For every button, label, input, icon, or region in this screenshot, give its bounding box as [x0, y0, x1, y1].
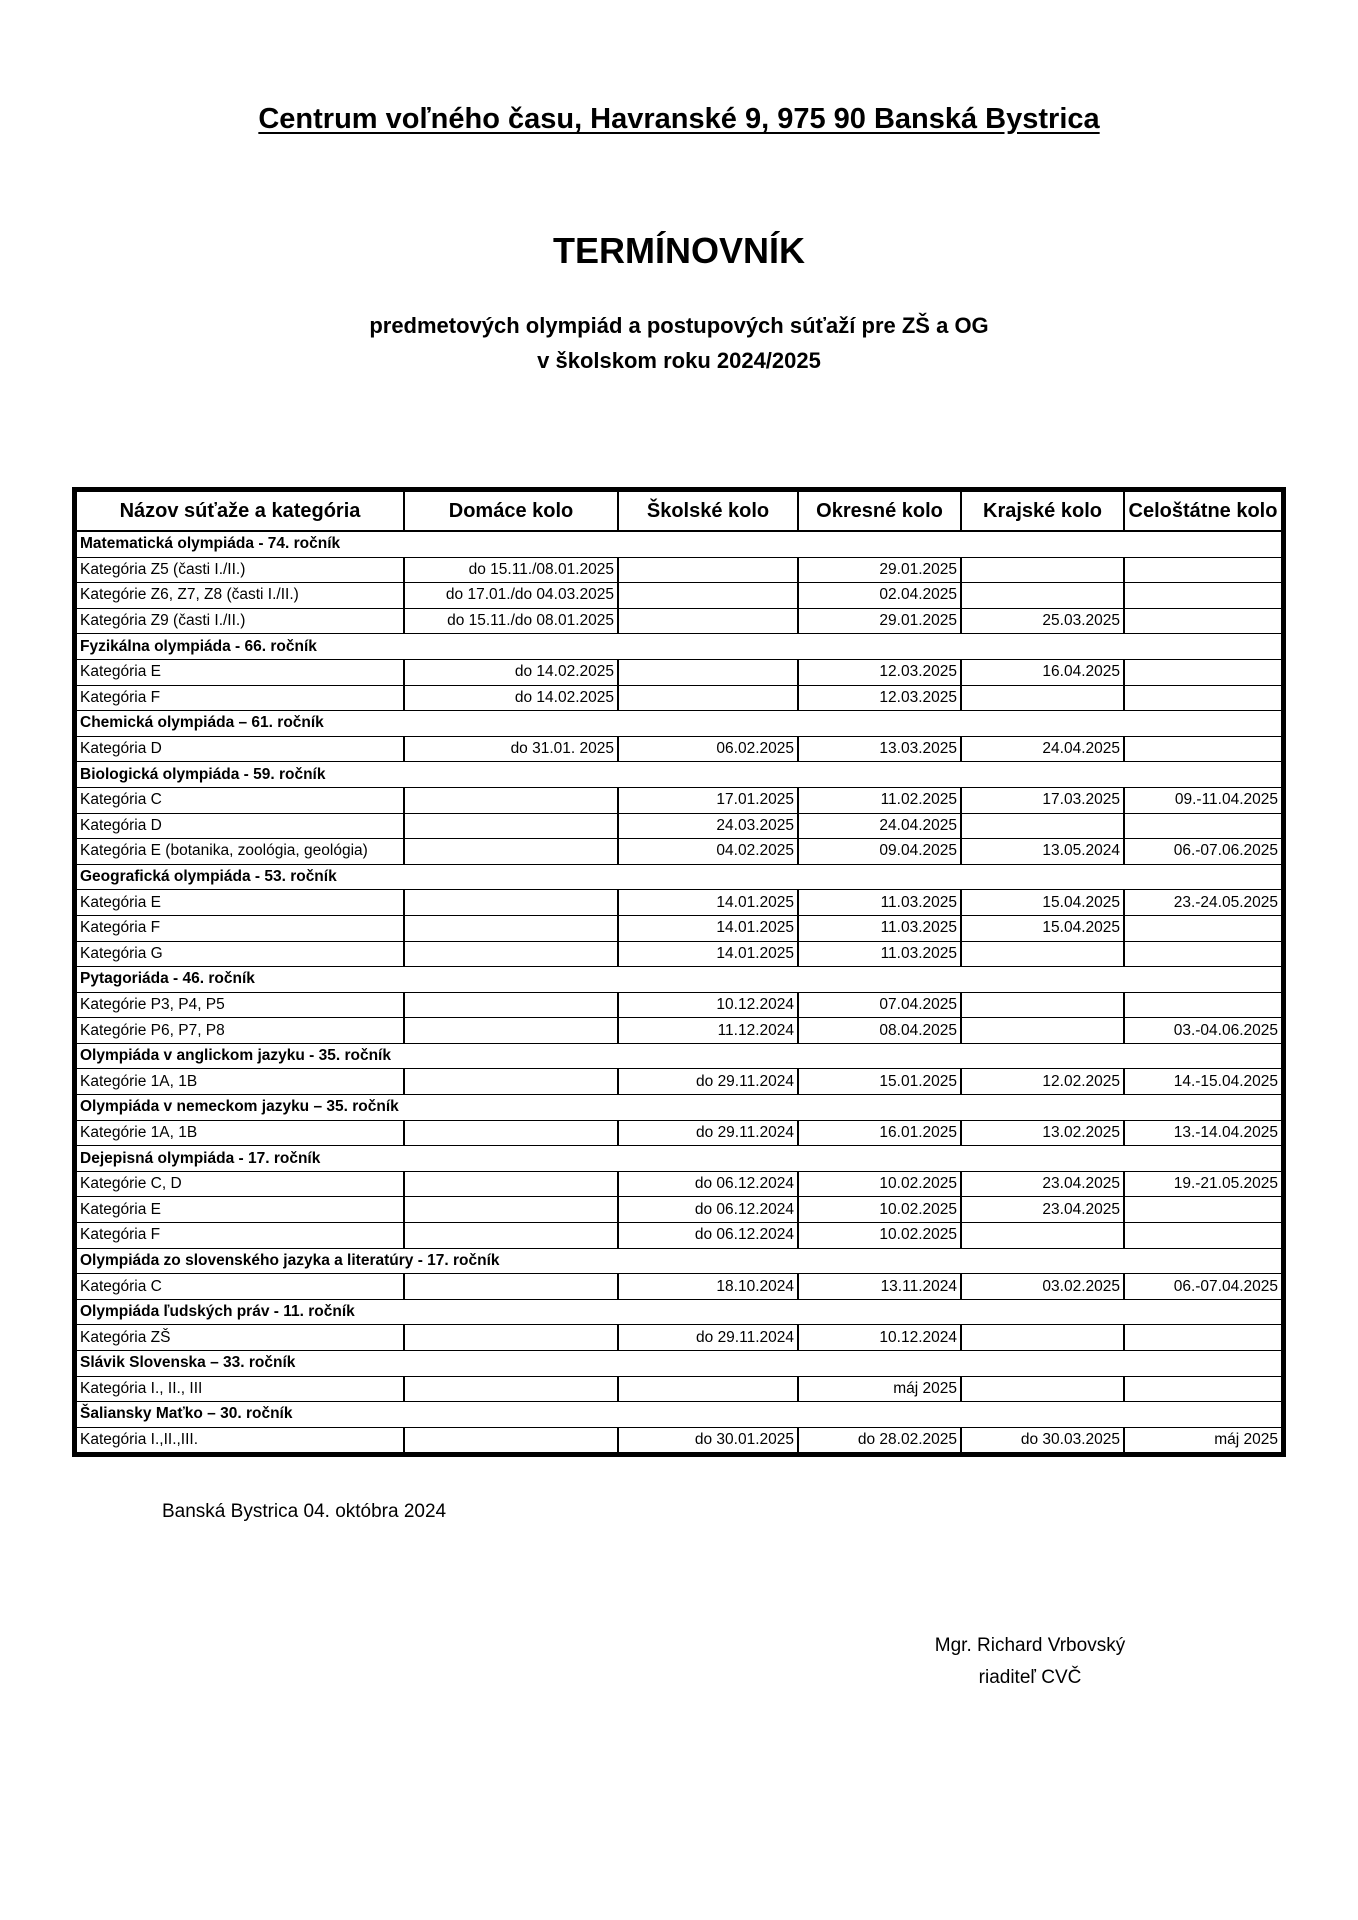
- date-cell: [961, 813, 1124, 839]
- section-title: Pytagoriáda - 46. ročník: [77, 967, 1281, 993]
- subtitle-line-2: v školskom roku 2024/2025: [537, 348, 821, 373]
- table-header-row: [77, 492, 1281, 531]
- date-cell: [404, 1069, 618, 1095]
- date-cell: 19.-21.05.2025: [1124, 1171, 1281, 1197]
- section-title: Fyzikálna olympiáda - 66. ročník: [77, 634, 1281, 660]
- date-cell: [1124, 1223, 1281, 1249]
- date-cell: 14.01.2025: [618, 941, 798, 967]
- section-row: [77, 967, 1281, 993]
- date-cell: [961, 557, 1124, 583]
- table-row: [77, 1120, 1281, 1146]
- category-cell: Kategórie C, D: [77, 1171, 404, 1197]
- date-cell: do 30.01.2025: [618, 1427, 798, 1452]
- category-cell: Kategórie P3, P4, P5: [77, 992, 404, 1018]
- date-cell: [1124, 583, 1281, 609]
- date-cell: [1124, 941, 1281, 967]
- date-cell: [961, 941, 1124, 967]
- date-cell: do 17.01./do 04.03.2025: [404, 583, 618, 609]
- category-cell: Kategórie 1A, 1B: [77, 1120, 404, 1146]
- date-cell: 10.12.2024: [798, 1325, 961, 1351]
- date-cell: [404, 1325, 618, 1351]
- date-cell: do 06.12.2024: [618, 1223, 798, 1249]
- date-cell: 06.-07.06.2025: [1124, 839, 1281, 865]
- category-cell: Kategória D: [77, 813, 404, 839]
- category-cell: Kategória F: [77, 1223, 404, 1249]
- date-cell: [961, 1018, 1124, 1044]
- category-cell: Kategória I., II., III: [77, 1376, 404, 1402]
- category-cell: Kategória Z9 (časti I./II.): [77, 608, 404, 634]
- date-cell: 13.11.2024: [798, 1274, 961, 1300]
- date-cell: 11.03.2025: [798, 915, 961, 941]
- organization-header: [0, 103, 1358, 136]
- date-cell: máj 2025: [798, 1376, 961, 1402]
- date-cell: 18.10.2024: [618, 1274, 798, 1300]
- signature-block: [910, 1630, 1150, 1694]
- date-cell: [961, 1325, 1124, 1351]
- date-cell: [961, 1376, 1124, 1402]
- date-cell: [404, 1197, 618, 1223]
- date-cell: 11.03.2025: [798, 890, 961, 916]
- date-cell: 14.01.2025: [618, 890, 798, 916]
- table-row: [77, 736, 1281, 762]
- section-row: [77, 634, 1281, 660]
- date-cell: [404, 941, 618, 967]
- date-cell: [1124, 915, 1281, 941]
- table-row: [77, 1223, 1281, 1249]
- date-cell: 15.01.2025: [798, 1069, 961, 1095]
- date-cell: [1124, 557, 1281, 583]
- place-and-date: Banská Bystrica 04. októbra 2024: [162, 1501, 447, 1522]
- table-row: [77, 1325, 1281, 1351]
- date-cell: do 30.03.2025: [961, 1427, 1124, 1452]
- date-cell: 13.05.2024: [961, 839, 1124, 865]
- table-row: [77, 1197, 1281, 1223]
- table-row: [77, 787, 1281, 813]
- date-cell: [1124, 608, 1281, 634]
- date-cell: [1124, 736, 1281, 762]
- category-cell: Kategória E: [77, 659, 404, 685]
- date-cell: [404, 915, 618, 941]
- date-cell: 12.03.2025: [798, 685, 961, 711]
- table-row: [77, 839, 1281, 865]
- date-cell: 14.01.2025: [618, 915, 798, 941]
- section-title: Olympiáda ľudských práv - 11. ročník: [77, 1299, 1281, 1325]
- section-title: Biologická olympiáda - 59. ročník: [77, 762, 1281, 788]
- table-row: [77, 608, 1281, 634]
- category-cell: Kategórie P6, P7, P8: [77, 1018, 404, 1044]
- date-cell: [404, 1120, 618, 1146]
- date-cell: do 29.11.2024: [618, 1325, 798, 1351]
- date-cell: 09.-11.04.2025: [1124, 787, 1281, 813]
- date-cell: 24.04.2025: [961, 736, 1124, 762]
- date-cell: [404, 890, 618, 916]
- date-cell: [404, 1018, 618, 1044]
- table-row: [77, 1376, 1281, 1402]
- table-row: [77, 941, 1281, 967]
- date-cell: 04.02.2025: [618, 839, 798, 865]
- date-cell: 29.01.2025: [798, 557, 961, 583]
- date-cell: 16.04.2025: [961, 659, 1124, 685]
- table-row: [77, 1427, 1281, 1452]
- date-cell: 14.-15.04.2025: [1124, 1069, 1281, 1095]
- date-cell: [1124, 685, 1281, 711]
- date-cell: 10.12.2024: [618, 992, 798, 1018]
- organization-name: Centrum voľného času, Havranské 9, 975 90 Banská Bystrica: [258, 103, 1100, 135]
- section-title: Olympiáda v nemeckom jazyku – 35. ročník: [77, 1095, 1281, 1121]
- date-cell: 12.03.2025: [798, 659, 961, 685]
- document-title: TERMÍNOVNÍK: [553, 230, 805, 271]
- category-cell: Kategória E (botanika, zoológia, geológia): [77, 839, 404, 865]
- section-title: Chemická olympiáda – 61. ročník: [77, 711, 1281, 737]
- date-cell: 06.-07.04.2025: [1124, 1274, 1281, 1300]
- table-row: [77, 890, 1281, 916]
- date-cell: 25.03.2025: [961, 608, 1124, 634]
- date-cell: do 14.02.2025: [404, 659, 618, 685]
- schedule-table: [77, 492, 1281, 1452]
- section-title: Šaliansky Maťko – 30. ročník: [77, 1402, 1281, 1428]
- date-cell: [1124, 1197, 1281, 1223]
- signer-title: riaditeľ CVČ: [978, 1667, 1082, 1688]
- category-cell: Kategória D: [77, 736, 404, 762]
- date-cell: 23.04.2025: [961, 1171, 1124, 1197]
- date-cell: [404, 787, 618, 813]
- category-cell: Kategória I.,II.,III.: [77, 1427, 404, 1452]
- date-cell: do 06.12.2024: [618, 1171, 798, 1197]
- date-cell: 13.03.2025: [798, 736, 961, 762]
- date-cell: 23.-24.05.2025: [1124, 890, 1281, 916]
- date-cell: 17.03.2025: [961, 787, 1124, 813]
- date-cell: [618, 583, 798, 609]
- date-cell: 13.02.2025: [961, 1120, 1124, 1146]
- date-cell: 06.02.2025: [618, 736, 798, 762]
- date-cell: 02.04.2025: [798, 583, 961, 609]
- date-cell: [404, 992, 618, 1018]
- date-cell: [404, 1171, 618, 1197]
- date-cell: do 14.02.2025: [404, 685, 618, 711]
- date-cell: 11.03.2025: [798, 941, 961, 967]
- section-row: [77, 711, 1281, 737]
- column-header: Domáce kolo: [404, 492, 618, 531]
- column-header: Školské kolo: [618, 492, 798, 531]
- date-cell: 09.04.2025: [798, 839, 961, 865]
- column-header: Okresné kolo: [798, 492, 961, 531]
- date-cell: [1124, 1325, 1281, 1351]
- date-cell: do 28.02.2025: [798, 1427, 961, 1452]
- date-cell: [404, 1427, 618, 1452]
- date-cell: [618, 557, 798, 583]
- category-cell: Kategórie Z6, Z7, Z8 (časti I./II.): [77, 583, 404, 609]
- date-cell: do 06.12.2024: [618, 1197, 798, 1223]
- table-row: [77, 1171, 1281, 1197]
- date-cell: [618, 1376, 798, 1402]
- table-row: [77, 685, 1281, 711]
- date-cell: 07.04.2025: [798, 992, 961, 1018]
- date-cell: 24.03.2025: [618, 813, 798, 839]
- date-cell: 17.01.2025: [618, 787, 798, 813]
- date-cell: [961, 685, 1124, 711]
- table-row: [77, 659, 1281, 685]
- date-cell: 29.01.2025: [798, 608, 961, 634]
- date-cell: 13.-14.04.2025: [1124, 1120, 1281, 1146]
- section-row: [77, 1248, 1281, 1274]
- section-title: Olympiáda v anglickom jazyku - 35. ročník: [77, 1043, 1281, 1069]
- section-row: [77, 864, 1281, 890]
- column-header: Krajské kolo: [961, 492, 1124, 531]
- table-row: [77, 557, 1281, 583]
- date-cell: do 29.11.2024: [618, 1069, 798, 1095]
- category-cell: Kategória C: [77, 787, 404, 813]
- section-title: Slávik Slovenska – 33. ročník: [77, 1351, 1281, 1377]
- section-row: [77, 1299, 1281, 1325]
- table-row: [77, 813, 1281, 839]
- date-cell: 08.04.2025: [798, 1018, 961, 1044]
- date-cell: 11.12.2024: [618, 1018, 798, 1044]
- date-cell: do 31.01. 2025: [404, 736, 618, 762]
- date-cell: do 15.11./08.01.2025: [404, 557, 618, 583]
- date-cell: 23.04.2025: [961, 1197, 1124, 1223]
- date-cell: 10.02.2025: [798, 1223, 961, 1249]
- column-header: Celoštátne kolo: [1124, 492, 1281, 531]
- date-cell: [1124, 813, 1281, 839]
- section-row: [77, 1146, 1281, 1172]
- date-cell: 11.02.2025: [798, 787, 961, 813]
- date-cell: 10.02.2025: [798, 1171, 961, 1197]
- date-cell: [618, 659, 798, 685]
- subtitle-line-1: predmetových olympiád a postupových súťaží pre ZŠ a OG: [369, 313, 989, 338]
- section-title: Olympiáda zo slovenského jazyka a literatúry - 17. ročník: [77, 1248, 1281, 1274]
- table-row: [77, 583, 1281, 609]
- table-row: [77, 1069, 1281, 1095]
- date-cell: [404, 1223, 618, 1249]
- signer-name: Mgr. Richard Vrbovský: [934, 1635, 1126, 1656]
- date-cell: 15.04.2025: [961, 915, 1124, 941]
- document-subtitle: [0, 308, 1358, 378]
- category-cell: Kategória Z5 (časti I./II.): [77, 557, 404, 583]
- section-row: [77, 1095, 1281, 1121]
- date-cell: [1124, 992, 1281, 1018]
- section-row: [77, 762, 1281, 788]
- table-row: [77, 992, 1281, 1018]
- category-cell: Kategória E: [77, 1197, 404, 1223]
- table-row: [77, 1018, 1281, 1044]
- section-title: Matematická olympiáda - 74. ročník: [77, 531, 1281, 557]
- date-cell: [961, 583, 1124, 609]
- schedule-table-frame: [72, 487, 1286, 1457]
- date-cell: [404, 1274, 618, 1300]
- date-cell: [404, 1376, 618, 1402]
- date-cell: do 15.11./do 08.01.2025: [404, 608, 618, 634]
- date-cell: 24.04.2025: [798, 813, 961, 839]
- section-row: [77, 531, 1281, 557]
- category-cell: Kategória F: [77, 685, 404, 711]
- section-title: Geografická olympiáda - 53. ročník: [77, 864, 1281, 890]
- date-cell: [618, 608, 798, 634]
- date-cell: [404, 839, 618, 865]
- date-cell: 16.01.2025: [798, 1120, 961, 1146]
- date-cell: 12.02.2025: [961, 1069, 1124, 1095]
- section-row: [77, 1402, 1281, 1428]
- table-row: [77, 1274, 1281, 1300]
- column-header: Názov súťaže a kategória: [77, 492, 404, 531]
- category-cell: Kategórie 1A, 1B: [77, 1069, 404, 1095]
- date-cell: do 29.11.2024: [618, 1120, 798, 1146]
- date-cell: [404, 813, 618, 839]
- date-cell: [961, 992, 1124, 1018]
- section-row: [77, 1043, 1281, 1069]
- category-cell: Kategória C: [77, 1274, 404, 1300]
- category-cell: Kategória F: [77, 915, 404, 941]
- date-cell: 03.02.2025: [961, 1274, 1124, 1300]
- date-cell: [618, 685, 798, 711]
- date-cell: máj 2025: [1214, 1431, 1278, 1449]
- date-cell: 03.-04.06.2025: [1124, 1018, 1281, 1044]
- date-cell: [1124, 659, 1281, 685]
- category-cell: Kategória ZŠ: [77, 1325, 404, 1351]
- section-title: Dejepisná olympiáda - 17. ročník: [77, 1146, 1281, 1172]
- section-row: [77, 1351, 1281, 1377]
- date-cell: 15.04.2025: [961, 890, 1124, 916]
- table-row: [77, 915, 1281, 941]
- date-cell: 10.02.2025: [798, 1197, 961, 1223]
- category-cell: Kategória G: [77, 941, 404, 967]
- date-cell: [961, 1223, 1124, 1249]
- table-body: [77, 531, 1281, 1452]
- date-cell: [1124, 1376, 1281, 1402]
- category-cell: Kategória E: [77, 890, 404, 916]
